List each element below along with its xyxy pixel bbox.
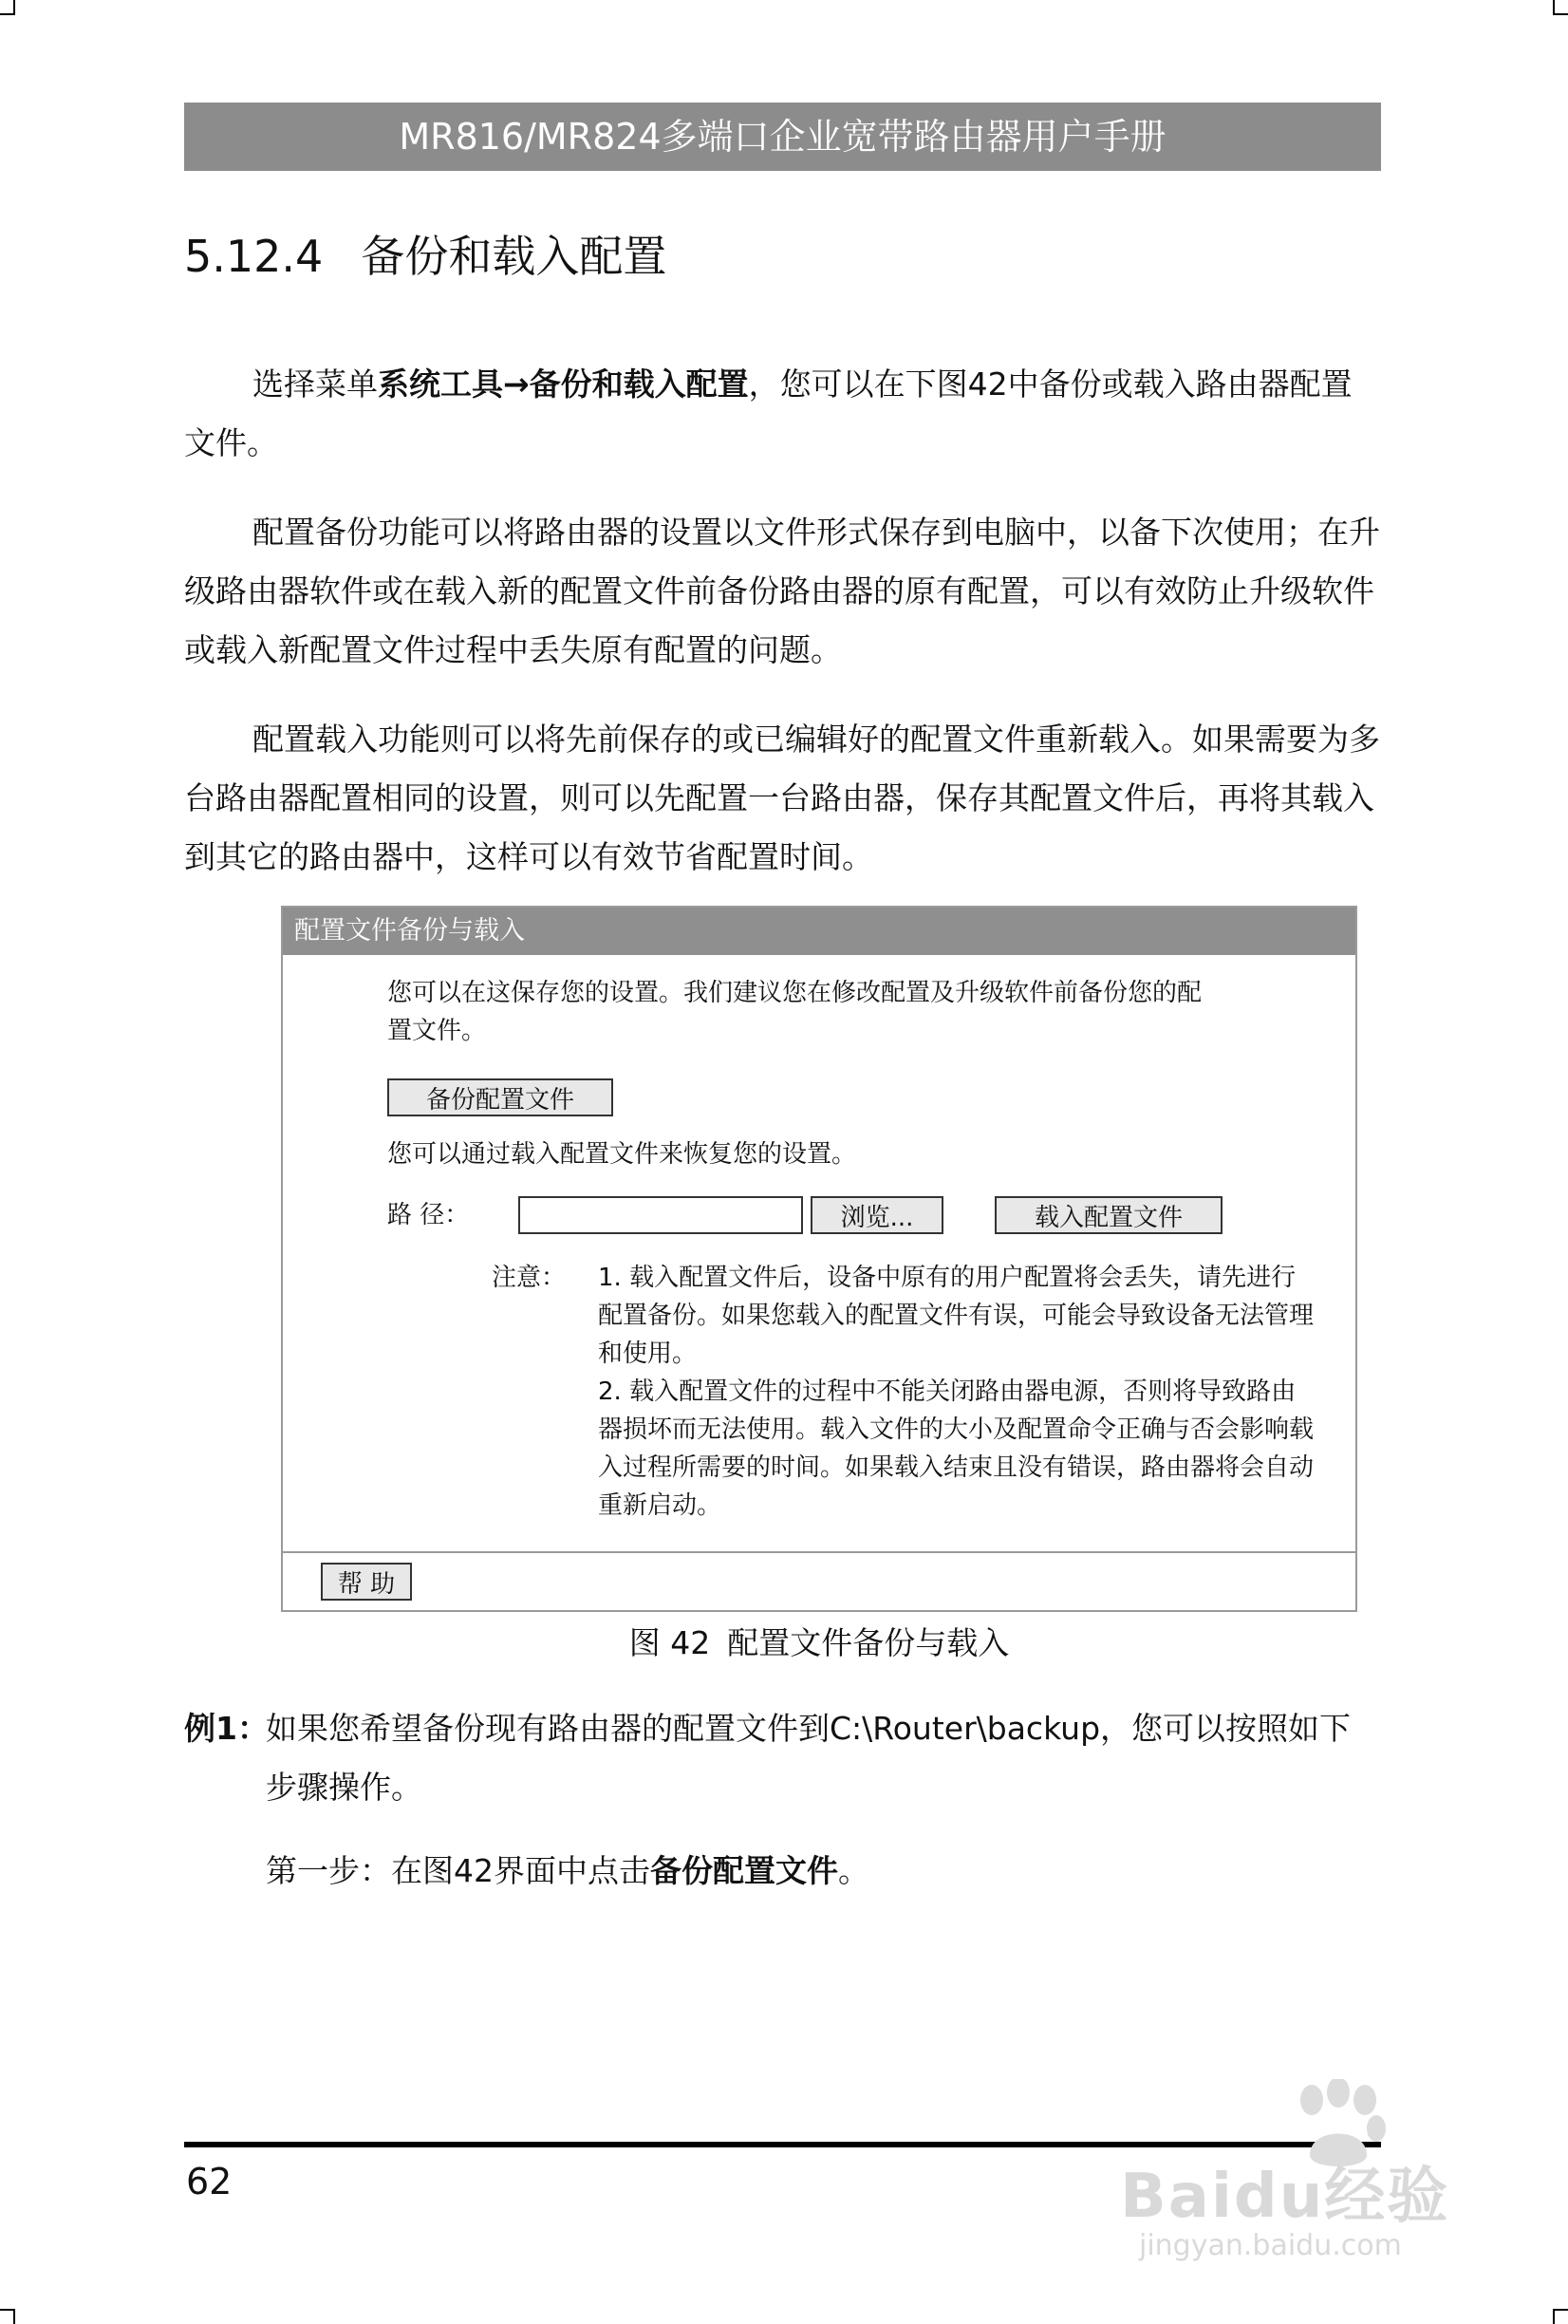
path-input[interactable] bbox=[518, 1196, 803, 1234]
note-2-line-3: 入过程所需要的时间。如果载入结束且没有错误，路由器将会自动 bbox=[598, 1453, 1315, 1482]
note-1-line-2: 配置备份。如果您载入的配置文件有误，可能会导致设备无法管理 bbox=[598, 1302, 1315, 1330]
note-1-line-1: 1. 载入配置文件后，设备中原有的用户配置将会丢失，请先进行 bbox=[598, 1264, 1297, 1292]
figure-footer bbox=[283, 1551, 1355, 1610]
restore-intro: 您可以通过载入配置文件来恢复您的设置。 bbox=[387, 1140, 857, 1169]
crop-mark-top-right bbox=[1553, 0, 1568, 15]
figure-caption-text: 配置文件备份与载入 bbox=[727, 1624, 1010, 1661]
intro-paragraph bbox=[184, 355, 1382, 473]
crop-mark-top-left bbox=[0, 0, 15, 15]
backup-intro-line-1: 您可以在这保存您的设置。我们建议您在修改配置及升级软件前备份您的配 bbox=[387, 979, 1203, 1007]
backup-description-paragraph bbox=[184, 503, 1382, 680]
page-number: 62 bbox=[186, 2161, 233, 2202]
load-description-text: 配置载入功能则可以将先前保存的或已编辑好的配置文件重新载入。如果需要为多台路由器配置相同的设置，则可以先配置一台路由器，保存其配置文件后，再将其载入到其它的路由器中，这样可以有效节省配置时间。 bbox=[184, 721, 1380, 875]
example-text: 如果您希望备份现有路由器的配置文件到C:\Router\backup，您可以按照如下步骤操作。 bbox=[266, 1710, 1352, 1806]
backup-intro-line-2: 置文件。 bbox=[387, 1017, 487, 1045]
note-2-line-2: 器损坏而无法使用。载入文件的大小及配置命令正确与否会影响载 bbox=[598, 1415, 1315, 1444]
baidu-watermark bbox=[1120, 2079, 1500, 2262]
watermark-brand: Baidu经验 bbox=[1120, 2162, 1450, 2232]
step-1-suffix: 。 bbox=[838, 1852, 869, 1889]
menu-path: 系统工具→备份和载入配置 bbox=[378, 365, 749, 403]
backup-config-button[interactable]: 备份配置文件 bbox=[387, 1078, 613, 1116]
figure-window-title: 配置文件备份与载入 bbox=[283, 908, 1355, 955]
example-label: 例1： bbox=[184, 1710, 269, 1747]
figure-number: 图 42 bbox=[628, 1624, 711, 1661]
backup-description-text: 配置备份功能可以将路由器的设置以文件形式保存到电脑中，以备下次使用；在升级路由器软件或在载入新的配置文件前备份路由器的原有配置，可以有效防止升级软件或载入新配置文件过程中丢失原有配置的问题。 bbox=[184, 514, 1380, 668]
note-2-line-4: 重新启动。 bbox=[598, 1491, 722, 1520]
step-1 bbox=[266, 1842, 869, 1901]
step-1-prefix: 第一步：在图42界面中点击 bbox=[266, 1852, 650, 1889]
note-1-line-3: 和使用。 bbox=[598, 1340, 698, 1368]
running-header: MR816/MR824多端口企业宽带路由器用户手册 bbox=[184, 103, 1381, 171]
section-title: 备份和载入配置 bbox=[361, 231, 667, 282]
load-config-button[interactable]: 载入配置文件 bbox=[995, 1196, 1223, 1234]
watermark-url: jingyan.baidu.com bbox=[1139, 2229, 1402, 2262]
intro-text-end: ，您可以在下图42中备份或载入路由器配置文件。 bbox=[184, 365, 1353, 461]
browse-button[interactable]: 浏览... bbox=[811, 1196, 943, 1234]
crop-mark-bottom-right bbox=[1553, 2309, 1568, 2324]
section-heading bbox=[184, 228, 666, 285]
load-description-paragraph bbox=[184, 710, 1382, 887]
figure-caption bbox=[281, 1620, 1357, 1667]
notes-body bbox=[598, 1259, 1357, 1525]
note-2-line-1: 2. 载入配置文件的过程中不能关闭路由器电源，否则将导致路由 bbox=[598, 1378, 1297, 1406]
path-label: 路 径： bbox=[387, 1201, 470, 1229]
crop-mark-bottom-left bbox=[0, 2309, 15, 2324]
section-number: 5.12.4 bbox=[184, 231, 324, 282]
config-backup-screenshot bbox=[281, 906, 1357, 1612]
notes-label: 注意： bbox=[492, 1264, 567, 1292]
backup-intro bbox=[387, 974, 1241, 1050]
step-1-action: 备份配置文件 bbox=[650, 1852, 838, 1889]
intro-text-start: 选择菜单 bbox=[252, 365, 378, 403]
help-button[interactable]: 帮 助 bbox=[321, 1563, 412, 1601]
example-1 bbox=[184, 1699, 1382, 1817]
